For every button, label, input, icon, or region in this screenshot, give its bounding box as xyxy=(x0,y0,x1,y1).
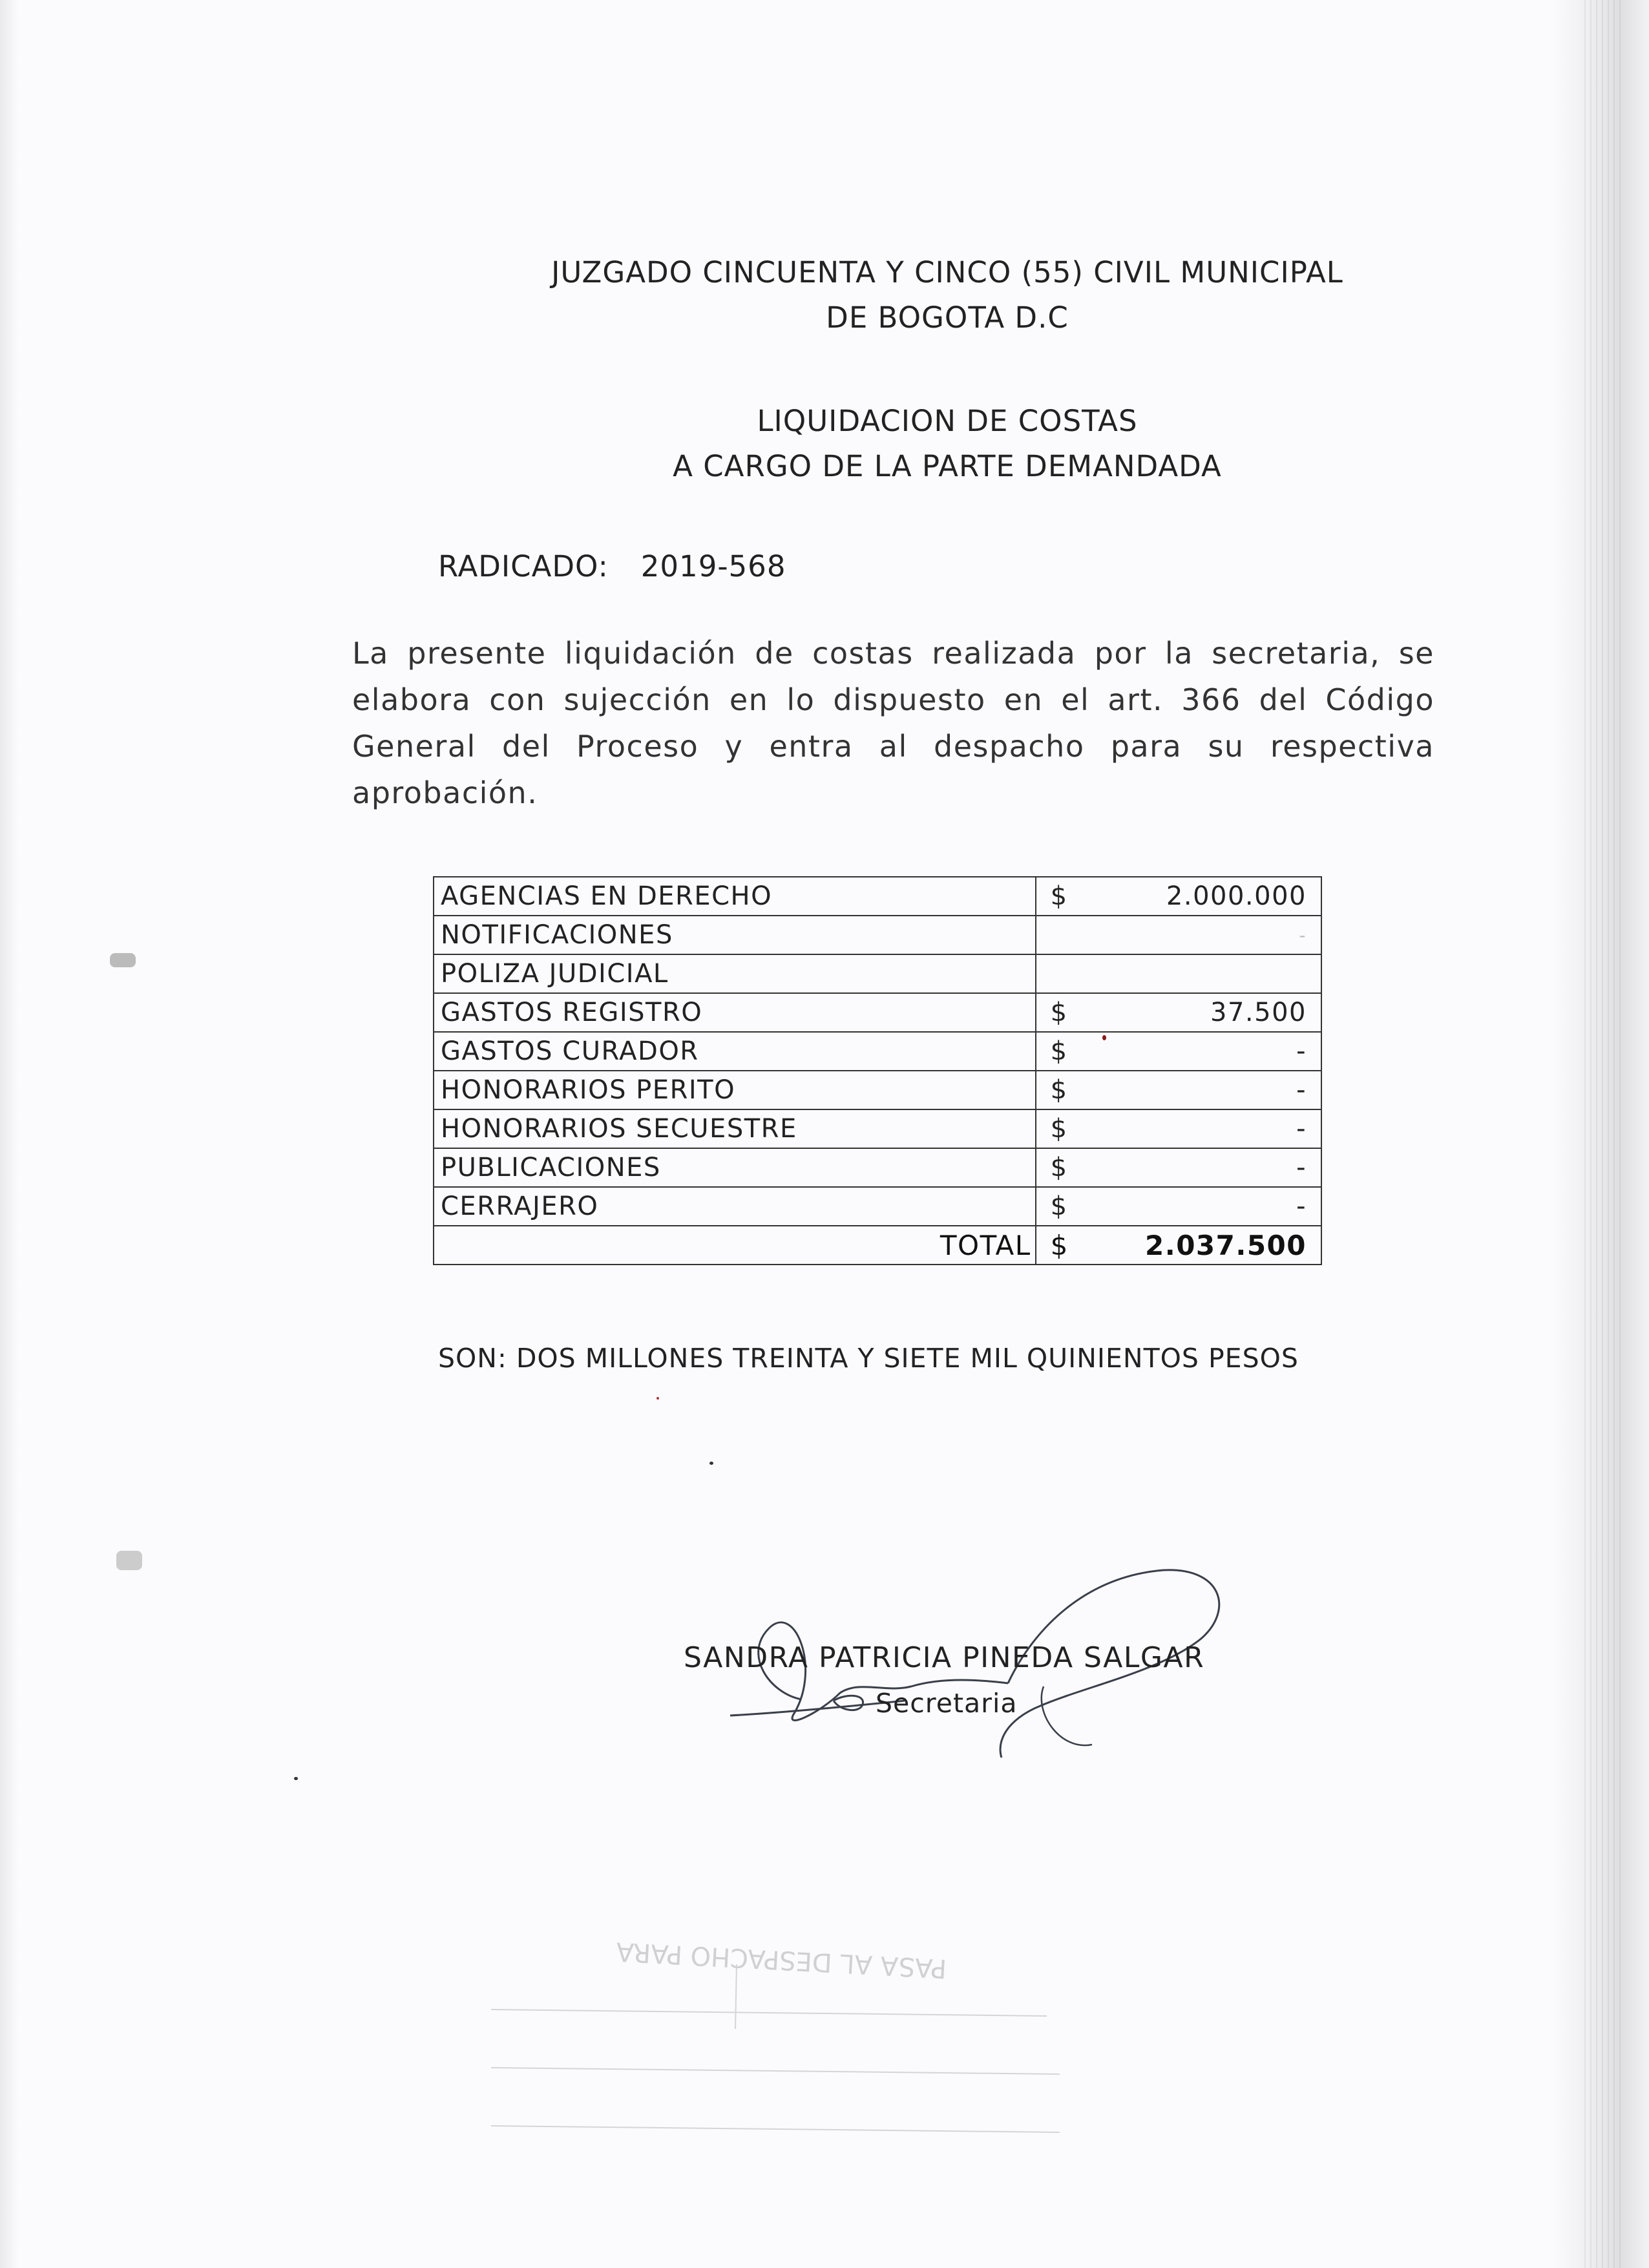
total-amount: 2.037.500 xyxy=(1082,1226,1321,1265)
total-row xyxy=(434,1226,1321,1265)
table-row xyxy=(434,1187,1321,1226)
concept-cell: HONORARIOS PERITO xyxy=(434,1071,1036,1109)
total-label: TOTAL xyxy=(434,1226,1036,1265)
concept-cell: CERRAJERO xyxy=(434,1187,1036,1226)
ink-speck xyxy=(1102,1035,1106,1040)
ink-speck xyxy=(110,953,136,967)
currency-cell: $ xyxy=(1036,1187,1083,1226)
concept-cell: NOTIFICACIONES xyxy=(434,916,1036,954)
amount-in-words: SON: DOS MILLONES TREINTA Y SIETE MIL QUINIENTOS PESOS xyxy=(438,1343,1299,1374)
radicado-value: 2019-568 xyxy=(640,549,786,583)
concept-cell: POLIZA JUDICIAL xyxy=(434,954,1036,993)
table-row xyxy=(434,1071,1321,1109)
handwritten-signature xyxy=(672,1499,1254,1758)
table-row xyxy=(434,1148,1321,1187)
amount-cell: 37.500 xyxy=(1082,993,1321,1032)
radicado-label: RADICADO: xyxy=(438,549,609,583)
currency-cell: $ xyxy=(1036,1148,1083,1187)
radicado xyxy=(438,549,786,583)
ink-speck xyxy=(116,1551,142,1570)
currency-cell: $ xyxy=(1036,1071,1083,1109)
concept-cell: PUBLICACIONES xyxy=(434,1148,1036,1187)
document-subtitle: A CARGO DE LA PARTE DEMANDADA xyxy=(673,449,1222,483)
ink-speck xyxy=(709,1462,713,1465)
currency-cell: $ xyxy=(1036,1032,1083,1071)
currency-cell: $ xyxy=(1036,993,1083,1032)
concept-cell: AGENCIAS EN DERECHO xyxy=(434,877,1036,916)
amount-cell xyxy=(1082,954,1321,993)
table-row xyxy=(434,954,1321,993)
ink-speck xyxy=(294,1777,298,1780)
currency-cell: $ xyxy=(1036,1109,1083,1148)
amount-cell: - xyxy=(1082,916,1321,954)
currency-cell: $ xyxy=(1036,877,1083,916)
table-row xyxy=(434,877,1321,916)
concept-cell: HONORARIOS SECUESTRE xyxy=(434,1109,1036,1148)
currency-cell xyxy=(1036,954,1083,993)
table-row xyxy=(434,1109,1321,1148)
concept-cell: GASTOS CURADOR xyxy=(434,1032,1036,1071)
ink-speck xyxy=(656,1397,659,1400)
signatory-name: SANDRA PATRICIA PINEDA SALGAR xyxy=(684,1641,1205,1674)
amount-cell: - xyxy=(1082,1187,1321,1226)
amount-cell: - xyxy=(1082,1109,1321,1148)
concept-cell: GASTOS REGISTRO xyxy=(434,993,1036,1032)
document-title: LIQUIDACION DE COSTAS xyxy=(757,404,1138,438)
court-city: DE BOGOTA D.C xyxy=(826,300,1069,335)
costs-table xyxy=(433,876,1322,1265)
amount-cell: 2.000.000 xyxy=(1082,877,1321,916)
signatory-role: Secretaria xyxy=(876,1688,1018,1719)
table-row xyxy=(434,916,1321,954)
body-paragraph: La presente liquidación de costas realizada por la secretaria, se elabora con sujección en lo dispuesto en el art. 366 del Código General del Proceso y entra al despacho para su respectiva aprobación. xyxy=(352,636,1434,810)
scan-edge-lines xyxy=(1584,0,1623,2268)
amount-cell: - xyxy=(1082,1071,1321,1109)
table-row xyxy=(434,993,1321,1032)
total-currency: $ xyxy=(1036,1226,1083,1265)
scan-left-edge xyxy=(0,0,18,2268)
amount-cell: - xyxy=(1082,1032,1321,1071)
amount-cell: - xyxy=(1082,1148,1321,1187)
table-row xyxy=(434,1032,1321,1071)
currency-cell xyxy=(1036,916,1083,954)
stamp-text: PASA AL DESPACHO PARA xyxy=(615,1936,948,1984)
court-name: JUZGADO CINCUENTA Y CINCO (55) CIVIL MUNICIPAL xyxy=(551,255,1343,289)
faded-stamp xyxy=(491,1913,1073,2249)
